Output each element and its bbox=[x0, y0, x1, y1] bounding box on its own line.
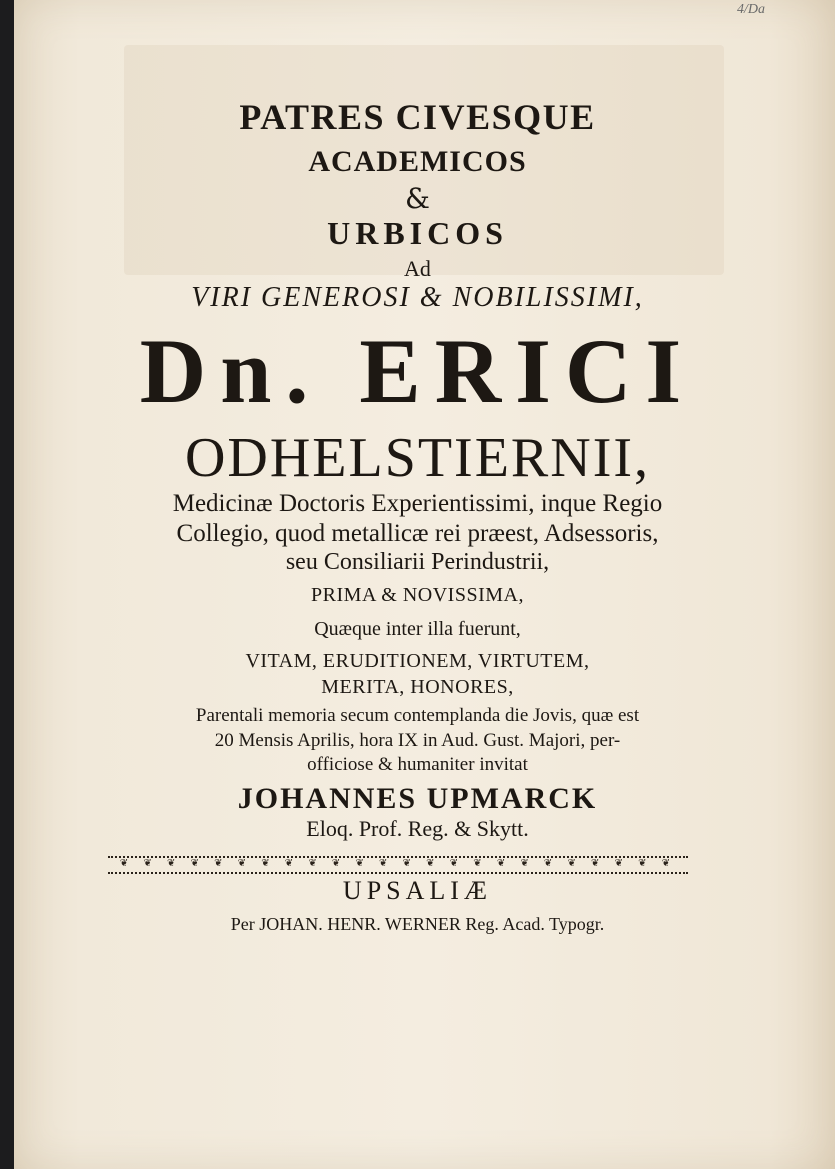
imprint-printer: Per JOHAN. HENR. WERNER Reg. Acad. Typogr. bbox=[230, 914, 605, 934]
ornament-glyphs: ❦ ❦ ❦ ❦ ❦ ❦ ❦ ❦ ❦ ❦ ❦ ❦ ❦ ❦ ❦ ❦ ❦ ❦ ❦ ❦ ❦ ❦ ❦ ❦ bbox=[119, 858, 677, 869]
title-line-4: URBICOS bbox=[327, 215, 508, 251]
honoree-name: Dn. ERICI bbox=[139, 320, 696, 422]
body-line-3: seu Consiliarii Perindustrii, bbox=[285, 549, 550, 575]
body-line-2: Collegio, quod metallicæ rei præest, Adsessoris, bbox=[176, 520, 659, 547]
ornament-rule bbox=[108, 856, 688, 874]
title-line-2: ACADEMICOS bbox=[308, 145, 527, 178]
body-line-1: Medicinæ Doctoris Experientissimi, inque Regio bbox=[172, 490, 663, 517]
title-ampersand: & bbox=[405, 182, 430, 215]
title-line-1: PATRES CIVESQUE bbox=[239, 97, 596, 137]
body-line-8: Parentali memoria secum contemplanda die Jovis, quæ est bbox=[195, 705, 640, 726]
author-title: Eloq. Prof. Reg. & Skytt. bbox=[306, 816, 529, 841]
author-name: JOHANNES UPMARCK bbox=[237, 782, 598, 815]
honoree-surname: ODHELSTIERNII, bbox=[184, 427, 651, 489]
body-line-9: 20 Mensis Aprilis, hora IX in Aud. Gust. Majori, per- bbox=[214, 730, 621, 751]
title-line-6: VIRI GENEROSI & NOBILISSIMI, bbox=[191, 282, 644, 313]
body-line-10: officiose & humaniter invitat bbox=[307, 754, 528, 775]
body-line-7: MERITA, HONORES, bbox=[321, 676, 514, 698]
body-line-6: VITAM, ERUDITIONEM, VIRTUTEM, bbox=[245, 650, 590, 672]
body-line-5: Quæque inter illa fuerunt, bbox=[314, 618, 521, 640]
corner-note: 4/Da bbox=[737, 2, 765, 17]
body-line-4: PRIMA & NOVISSIMA, bbox=[311, 584, 524, 606]
imprint-place: UPSALIÆ bbox=[342, 876, 493, 905]
title-ad: Ad bbox=[404, 256, 431, 281]
